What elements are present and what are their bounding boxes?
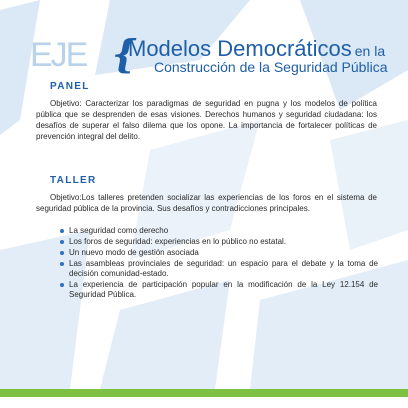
taller-objective: Objetivo:Los talleres pretenden socializar las experiencias de los foros en el sistema de seguridad pública de la provincia. Sus desafíos y contradicciones principales.: [36, 193, 377, 213]
panel-heading: PANEL: [50, 81, 90, 92]
title-main: Modelos Democráticos: [128, 36, 352, 61]
panel-objective: Objetivo: Caracterizar los paradigmas de seguridad en pugna y los modelos de política pública que se desprenden de esas visiones. Derechos humanos y seguridad ciudadana: los desafíos de superar el falso dilema que los opone. La importancia de fortalecer políticas de prevención integral del delito.: [36, 99, 377, 141]
bullet-dot-icon: [60, 283, 64, 287]
taller-heading: TALLER: [50, 175, 97, 186]
taller-bullet-list: [60, 226, 378, 301]
list-item-text: Las asambleas provinciales de seguridad: un espacio para el debate y la toma de decisión comunidad-estado.: [69, 259, 378, 278]
list-item-text: La seguridad como derecho: [69, 226, 169, 235]
page-subtitle: Construcción de la Seguridad Pública: [154, 59, 388, 75]
list-item-text: La experiencia de participación popular en la modificación de la Ley 12.154 de Seguridad Pública.: [69, 280, 378, 299]
bullet-dot-icon: [60, 229, 64, 233]
list-item-text: Los foros de seguridad: experiencias en lo público no estatal.: [69, 237, 287, 246]
title-connector: en la: [354, 43, 386, 59]
bullet-dot-icon: [60, 251, 64, 255]
list-item-text: Un nuevo modo de gestión asociada: [69, 248, 199, 257]
list-item: [60, 259, 378, 279]
bottom-green-bar: [0, 389, 408, 397]
list-item: [60, 280, 378, 300]
bullet-dot-icon: [60, 240, 64, 244]
eje-label: EJE: [30, 36, 87, 74]
list-item: [60, 237, 378, 247]
list-item: [60, 248, 378, 258]
curly-brace-glyph: {: [112, 31, 137, 76]
bullet-dot-icon: [60, 262, 64, 266]
page-header: [30, 31, 408, 80]
list-item: [60, 226, 378, 236]
bottom-margin: [0, 397, 408, 408]
